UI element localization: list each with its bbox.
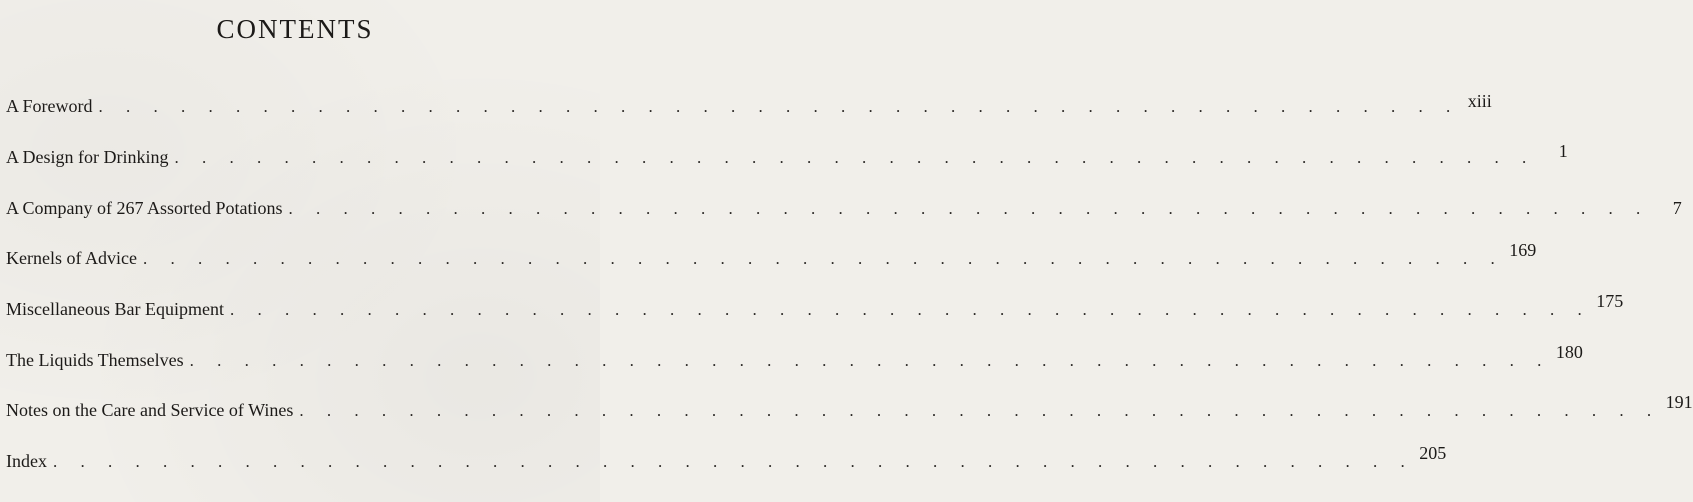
toc-entry	[6, 141, 1568, 175]
toc-entry-title: Index	[6, 451, 47, 471]
toc-page-number: 7	[1672, 198, 1682, 218]
toc-entry	[6, 342, 1583, 378]
toc-entry-title: The Liquids Themselves	[6, 350, 184, 370]
toc-entry-title: A Company of 267 Assorted Potations	[6, 198, 283, 218]
toc-page-number: 191	[1665, 392, 1693, 412]
dot-leader: . . . . . . . . . . . . . . . . . . . . . . . . . . . . . . . . . . . . . . . . . . . . . . . . . .	[174, 148, 1536, 167]
toc-entry-title: A Design for Drinking	[6, 147, 169, 167]
toc-entry	[6, 392, 1693, 428]
toc-page-number: 169	[1509, 240, 1537, 260]
toc-entry-title: Notes on the Care and Service of Wines	[6, 400, 294, 420]
dot-leader: . . . . . . . . . . . . . . . . . . . . . . . . . . . . . . . . . . . . . . . . . . . . . . . . . .	[288, 199, 1650, 218]
dot-leader: . . . . . . . . . . . . . . . . . . . . . . . . . . . . . . . . . . . . . . . . . . . . . . . . . .	[229, 300, 1592, 319]
toc-page-number: 180	[1555, 342, 1583, 362]
toc-page-number: xiii	[1467, 91, 1492, 111]
dot-leader: . . . . . . . . . . . . . . . . . . . . . . . . . . . . . . . . . . . . . . . . . . . . . . . . . .	[299, 401, 1661, 420]
toc-entry	[6, 91, 1492, 124]
toc-entry-title: Miscellaneous Bar Equipment	[6, 299, 224, 319]
toc-page-number: 1	[1558, 141, 1568, 161]
toc-entry	[6, 240, 1537, 276]
dot-leader: . . . . . . . . . . . . . . . . . . . . . . . . . . . . . . . . . . . . . . . . . . . . . . . . . .	[142, 249, 1505, 268]
dot-leader: . . . . . . . . . . . . . . . . . . . . . . . . . . . . . . . . . . . . . . . . . . . . . . . . . .	[98, 97, 1460, 116]
toc-page-number: 175	[1596, 291, 1624, 311]
toc-entry-title: Kernels of Advice	[6, 248, 137, 268]
dot-leader: . . . . . . . . . . . . . . . . . . . . . . . . . . . . . . . . . . . . . . . . . . . . . . . . . .	[189, 351, 1551, 370]
toc-entry-title: A Foreword	[6, 96, 93, 116]
toc-entry	[6, 291, 1624, 327]
toc-entry	[6, 443, 1447, 479]
toc-page-number: 205	[1419, 443, 1447, 463]
page-title: CONTENTS	[216, 14, 374, 44]
toc-entry	[6, 198, 1682, 226]
dot-leader: . . . . . . . . . . . . . . . . . . . . . . . . . . . . . . . . . . . . . . . . . . . . . . . . . .	[52, 452, 1415, 471]
